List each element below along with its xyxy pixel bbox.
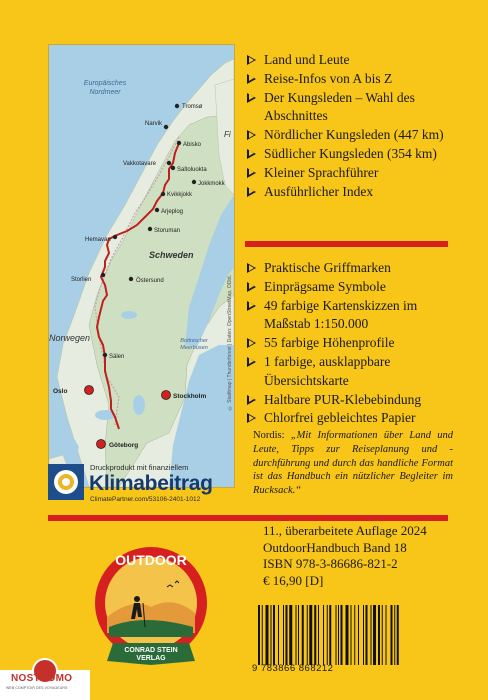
lake — [121, 311, 137, 319]
barcode-bar — [289, 605, 292, 665]
barcode-bar — [373, 605, 376, 665]
barcode-bar — [302, 605, 304, 665]
klima-word: Klimabeitrag — [89, 472, 213, 495]
seller-tagline: WEB COMPTOIR DES VOYAGEURS — [6, 686, 68, 690]
barcode-bar — [273, 605, 275, 665]
divider-bar — [48, 515, 448, 521]
city-marker — [129, 277, 133, 281]
city-label-storuman: Storuman — [154, 228, 181, 234]
barcode-digits: 9 783866 868212 — [252, 663, 334, 674]
badge-publisher-1: CONRAD STEIN — [124, 647, 178, 654]
barcode-bar — [371, 605, 372, 665]
city-marker — [155, 208, 159, 212]
city-label-abisko: Abisko — [183, 142, 202, 148]
feature-item: 1 farbige, ausklappbare Übersichtskarte — [247, 353, 457, 391]
barcode-bar — [346, 605, 349, 665]
barcode-bar — [363, 605, 364, 665]
barcode-bar — [296, 605, 297, 665]
triangle-bullet-icon — [247, 149, 256, 159]
city-marker — [192, 180, 196, 184]
city-label-goteborg: Göteborg — [109, 442, 139, 449]
country-label-finland: Fi — [224, 130, 231, 139]
barcode-bar — [314, 605, 316, 665]
feature-list-bottom — [247, 259, 457, 428]
city-marker — [101, 273, 105, 277]
city-label-kvikkjokk: Kvikkjokk — [167, 192, 193, 198]
quote-source: Nordis: — [253, 430, 285, 441]
badge-publisher-2: VERLAG — [136, 655, 166, 662]
quote-text: „Mit Informationen über Land und Leute, Tipps zur Reiseplanung und -durchführung und durch das handliche Format ist das Handbuch ein nützlicher Begleiter im Rucksack.“ — [253, 430, 453, 497]
klimabeitrag-label — [48, 460, 238, 506]
sea-label-1: Europäisches — [83, 80, 127, 87]
city-marker — [103, 353, 107, 357]
barcode-bar — [378, 605, 380, 665]
barcode-bar — [307, 605, 308, 665]
sea-label-2: Nordmeer — [89, 89, 121, 96]
triangle-bullet-icon — [247, 130, 256, 140]
city-label-jokkmokk: Jokkmokk — [198, 181, 225, 187]
klima-id-line: ClimatePartner.com/53106-2401-1012 — [90, 496, 201, 503]
feature-item: Haltbare PUR-Klebebindung — [247, 391, 457, 410]
lake — [133, 395, 145, 415]
klima-top-line: Druckprodukt mit finanziellem — [90, 463, 189, 472]
publication-info — [263, 523, 427, 589]
isbn-line: ISBN 978-3-86686-821-2 — [263, 556, 398, 572]
country-label-sweden: Schweden — [149, 250, 194, 260]
triangle-bullet-icon — [247, 263, 256, 273]
feature-item: Chlorfrei gebleichtes Papier — [247, 409, 457, 428]
barcode-bar — [351, 605, 352, 665]
city-label-arjeplog: Arjeplog — [161, 209, 184, 215]
outdoor-badge — [93, 537, 209, 677]
barcode-bar — [271, 605, 272, 665]
feature-item: Südlicher Kungsleden (354 km) — [247, 145, 457, 164]
triangle-bullet-icon — [247, 93, 256, 103]
city-label-ostersund: Östersund — [136, 278, 164, 284]
barcode-bar — [358, 605, 359, 665]
city-label-oslo: Oslo — [53, 388, 68, 395]
city-label-salen: Sälen — [109, 354, 125, 360]
capital-marker-goteborg — [97, 440, 106, 449]
feature-item: 49 farbige Kartenskizzen im Maßstab 1:150.000 — [247, 297, 457, 335]
barcode-bar — [382, 605, 383, 665]
barcode-bar — [391, 605, 393, 665]
barcode-bar — [327, 605, 328, 665]
city-marker — [148, 227, 152, 231]
city-marker — [175, 104, 179, 108]
city-marker — [171, 166, 175, 170]
city-label-tromso: Tromsø — [182, 104, 203, 110]
city-label-storlien: Storlien — [71, 277, 92, 283]
city-marker — [177, 141, 181, 145]
barcode-bar — [309, 605, 312, 665]
map-graphic — [49, 45, 234, 487]
feature-item: Kleiner Sprachführer — [247, 164, 457, 183]
triangle-bullet-icon — [247, 187, 256, 197]
city-label-saltoluokta: Saltoluokta — [177, 167, 207, 173]
barcode-bar — [341, 605, 343, 665]
barcode-bar — [258, 605, 260, 665]
barcode-bar — [266, 605, 269, 665]
edition-line: 11., überarbeitete Auflage 2024 — [263, 523, 427, 538]
map-credit: © Stadtmap | Thunderforest | Daten: OpenStreetMap, ODbL — [227, 275, 233, 411]
seller-name: NOSTROMO — [11, 673, 73, 684]
feature-item: Einprägsame Symbole — [247, 278, 457, 297]
overview-map — [48, 44, 235, 488]
gulf-label-1: Bottnischer — [180, 338, 208, 344]
barcode-bar — [318, 605, 319, 665]
series-line: OutdoorHandbuch Band 18 — [263, 539, 407, 555]
feature-item: Ausführlicher Index — [247, 183, 457, 202]
barcode-bar — [329, 605, 331, 665]
review-quote — [253, 429, 453, 498]
country-label-norway: Norwegen — [49, 333, 91, 343]
city-label-hemavan: Hemavan — [85, 237, 111, 243]
capital-marker-oslo — [85, 386, 94, 395]
gulf-label-2: Meerbusen — [180, 345, 208, 351]
triangle-bullet-icon — [247, 338, 256, 348]
triangle-bullet-icon — [247, 357, 256, 367]
triangle-bullet-icon — [247, 55, 256, 65]
capital-marker-stockholm — [162, 391, 171, 400]
city-label-vakkotavare: Vakkotavare — [123, 161, 156, 167]
feature-item: Der Kungsleden – Wahl des Abschnittes — [247, 89, 457, 127]
barcode-bar — [298, 605, 299, 665]
feature-item: Nördlicher Kungsleden (447 km) — [247, 126, 457, 145]
triangle-bullet-icon — [247, 413, 256, 423]
barcode-bar — [366, 605, 368, 665]
barcode-bar — [386, 605, 387, 665]
feature-list-top — [247, 51, 457, 201]
barcode-bar — [278, 605, 279, 665]
city-marker — [164, 125, 168, 129]
barcode-bar — [323, 605, 324, 665]
city-label-stockholm: Stockholm — [173, 393, 207, 400]
triangle-bullet-icon — [247, 395, 256, 405]
feature-item: Reise-Infos von A bis Z — [247, 70, 457, 89]
price-line: € 16,90 [D] — [263, 572, 324, 588]
barcode-bar — [336, 605, 337, 665]
barcode-bar — [354, 605, 355, 665]
triangle-bullet-icon — [247, 301, 256, 311]
barcode-bar — [283, 605, 284, 665]
feature-item: Praktische Griffmarken — [247, 259, 457, 278]
barcode — [252, 601, 442, 671]
badge-title: OUTDOOR — [115, 552, 187, 568]
city-label-narvik: Narvik — [145, 121, 163, 127]
triangle-bullet-icon — [247, 74, 256, 84]
barcode-bar — [286, 605, 288, 665]
barcode-bar — [262, 605, 263, 665]
barcode-bar — [394, 605, 395, 665]
seller-logo — [0, 670, 90, 700]
city-marker — [161, 192, 165, 196]
barcode-bar — [338, 605, 339, 665]
triangle-bullet-icon — [247, 282, 256, 292]
divider-bar — [245, 241, 448, 247]
climate-partner-icon — [48, 464, 84, 500]
city-marker — [167, 161, 171, 165]
barcode-bar — [397, 605, 399, 665]
city-marker — [113, 235, 117, 239]
triangle-bullet-icon — [247, 168, 256, 178]
feature-item: Land und Leute — [247, 51, 457, 70]
feature-item: 55 farbige Höhenprofile — [247, 334, 457, 353]
